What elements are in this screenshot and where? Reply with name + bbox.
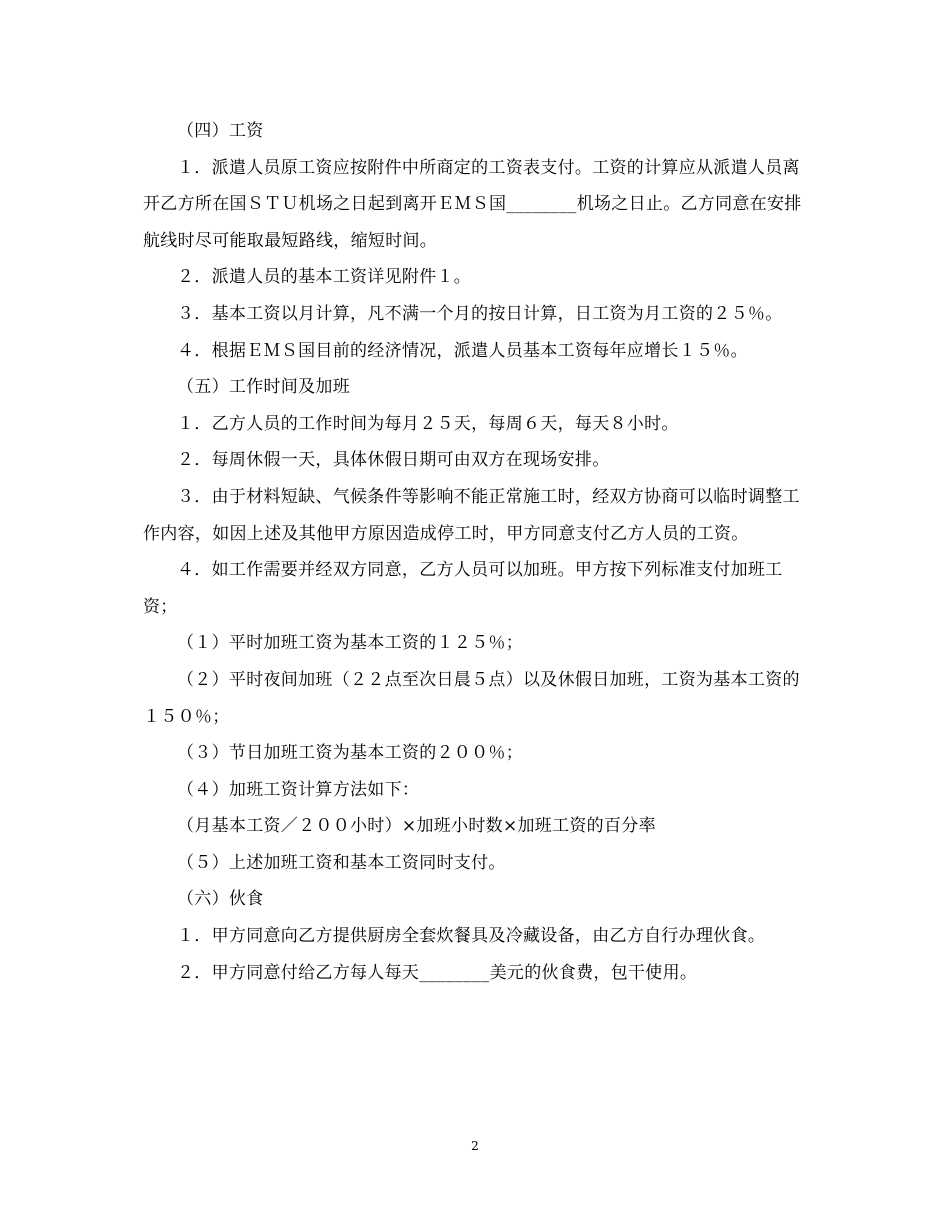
paragraph-wage-growth: ４．根据ＥＭＳ国目前的经济情况，派遣人员基本工资每年应增长１５％。 (177, 340, 748, 361)
paragraph-wage-calculation: １．派遣人员原工资应按附件中所商定的工资表支付。工资的计算应从派遣人员离开乙方所在国ＳＴＵ机场之日起到离开ＥＭＳ国________机场之日止。乙方同意在安排航线时尽可能取最短路线，缩短时间。 (143, 157, 802, 251)
paragraph-basic-wage-attachment: ２．派遣人员的基本工资详见附件１。 (177, 267, 472, 288)
document-body (143, 113, 808, 991)
paragraph-working-time: １．乙方人员的工作时间为每月２５天，每周６天，每天８小时。 (177, 413, 679, 434)
page-number: 2 (471, 1139, 479, 1153)
paragraph-overtime-night: （２）平时夜间加班（２２点至次日晨５点）以及休假日加班，工资为基本工资的１５０％； (143, 669, 800, 727)
paragraph-overtime-method: （４）加班工资计算方法如下： (177, 779, 420, 800)
section-heading-working-hours: （五）工作时间及加班 (177, 377, 350, 398)
paragraph-overtime-payment: （５）上述加班工资和基本工资同时支付。 (177, 852, 506, 873)
paragraph-kitchen: １．甲方同意向乙方提供厨房全套炊餐具及冷藏设备，由乙方自行办理伙食。 (177, 926, 766, 947)
section-heading-meals: （六）伙食 (177, 889, 264, 910)
paragraph-overtime: ４．如工作需要并经双方同意，乙方人员可以加班。甲方按下列标准支付加班工资； (143, 560, 783, 617)
paragraph-overtime-holiday: （３）节日加班工资为基本工资的２００％； (177, 743, 523, 764)
paragraph-meal-allowance: ２．甲方同意付给乙方每人每天________美元的伙食费，包干使用。 (177, 962, 698, 983)
paragraph-work-stoppage: ３．由于材料短缺、气候条件等影响不能正常施工时，经双方协商可以临时调整工作内容，如因上述及其他甲方原因造成停工时，甲方同意支付乙方人员的工资。 (143, 486, 800, 544)
paragraph-daily-wage: ３．基本工资以月计算，凡不满一个月的按日计算，日工资为月工资的２５％。 (177, 303, 783, 324)
paragraph-weekly-rest: ２．每周休假一天，具体休假日期可由双方在现场安排。 (177, 450, 610, 471)
section-heading-wages: （四）工资 (177, 121, 264, 141)
paragraph-overtime-regular: （１）平时加班工资为基本工资的１２５％； (177, 633, 523, 654)
paragraph-overtime-formula: （月基本工资／２００小时）×加班小时数×加班工资的百分率 (177, 816, 656, 837)
